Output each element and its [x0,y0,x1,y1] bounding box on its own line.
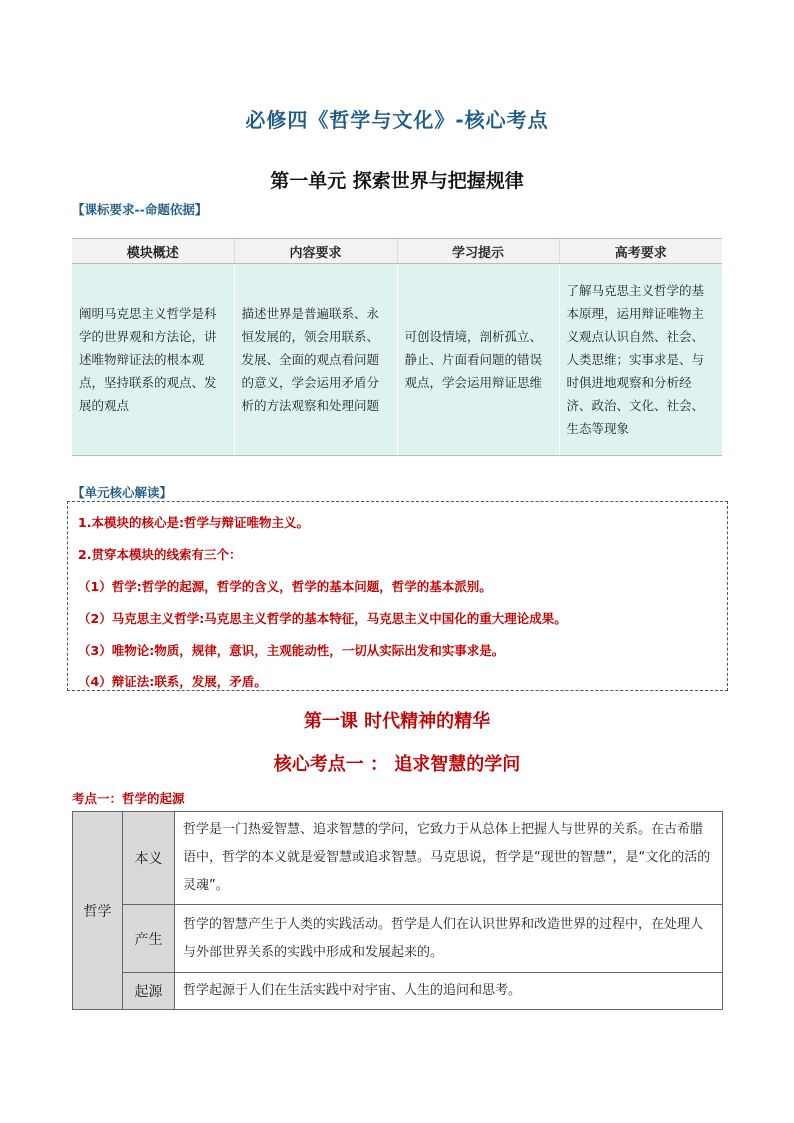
core-point-title: 核心考点一 ： 追求智慧的学问 [273,754,521,775]
row-label: 产生 [123,905,175,973]
core-interpretation-label: 【单元核心解读】 [72,485,173,500]
requirements-row [72,264,722,456]
cell-exam-requirements: 了解马克思主义哲学的基本原理，运用辩证唯物主义观点认识自然、社会、人类思维；实事求是、与时俱进地观察和分析经济、政治、文化、社会、生态等现象 [559,264,722,456]
requirements-header-row [72,239,722,264]
lesson-title: 第一课 时代精神的精华 [303,711,491,732]
core-line: （3）唯物论:物质，规律，意识，主观能动性，一切从实际出发和实事求是。 [78,643,505,658]
cell-learning-tips: 可创设情境，剖析孤立、静止、片面看问题的错误观点，学会运用辩证思维 [397,264,559,456]
core-line: （2）马克思主义哲学:马克思主义哲学的基本特征，马克思主义中国化的重大理论成果。 [78,611,567,626]
header-module-overview: 模块概述 [72,239,234,264]
origin-row [73,905,723,973]
core-line: 1.本模块的核心是:哲学与辩证唯物主义。 [78,515,309,530]
row-text: 哲学起源于人们在生活实践中对宇宙、人生的追问和思考。 [175,973,723,1010]
requirements-table [72,238,722,456]
header-exam-requirements: 高考要求 [559,239,722,264]
document-title: 必修四《哲学与文化》-核心考点 [245,108,549,132]
cell-module-overview: 阐明马克思主义哲学是科学的世界观和方法论，讲述唯物辩证法的根本观点，坚持联系的观点、发展的观点 [72,264,234,456]
core-line: 2.贯穿本模块的线索有三个： [78,547,242,562]
row-label: 起源 [123,973,175,1010]
cell-content-requirements: 描述世界是普遍联系、永恒发展的，领会用联系、发展、全面的观点看问题的意义，学会运用矛盾分析的方法观察和处理问题 [234,264,397,456]
row-text: 哲学的智慧产生于人类的实践活动。哲学是人们在认识世界和改造世界的过程中，在处理人与外部世界关系的实践中形成和发展起来的。 [175,905,723,973]
row-label: 本义 [123,812,175,905]
unit-title: 第一单元 探索世界与把握规律 [270,170,524,192]
kaodian-label: 考点一：哲学的起源 [72,791,185,806]
origin-row [73,973,723,1010]
row-text: 哲学是一门热爱智慧、追求智慧的学问，它致力于从总体上把握人与世界的关系。在古希腊语中，哲学的本义就是爱智慧或追求智慧。马克思说，哲学是“现世的智慧”，是“文化的活的灵魂”。 [175,812,723,905]
header-content-requirements: 内容要求 [234,239,397,264]
origin-table [72,811,723,1010]
core-line: （1）哲学:哲学的起源，哲学的含义，哲学的基本问题，哲学的基本派别。 [78,579,492,594]
curriculum-label: 【课标要求--命题依据】 [72,202,208,217]
origin-row [73,812,723,905]
core-line: （4）辩证法:联系，发展，矛盾。 [78,674,267,689]
subject-cell: 哲学 [73,812,123,1010]
header-learning-tips: 学习提示 [397,239,559,264]
